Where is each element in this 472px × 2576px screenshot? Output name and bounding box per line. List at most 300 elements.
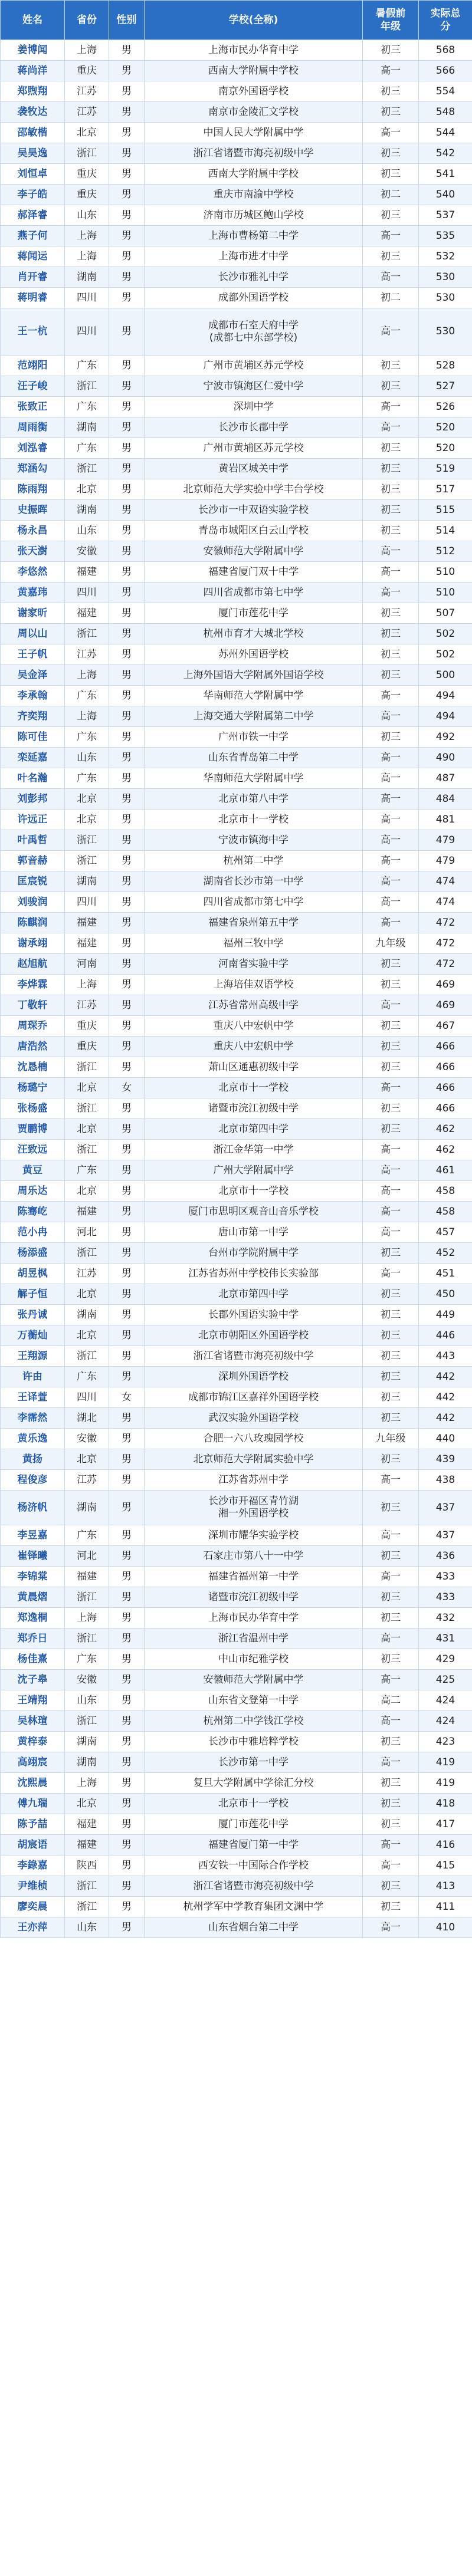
table-row <box>1 459 472 479</box>
cell-province: 湖南 <box>65 1732 109 1752</box>
cell-grade: 初三 <box>363 975 419 995</box>
cell-grade: 高一 <box>363 851 419 871</box>
cell-name: 陈可佳 <box>1 727 65 748</box>
cell-name: 郑乔日 <box>1 1628 65 1649</box>
cell-school: 安徽师范大学附属中学 <box>145 541 363 562</box>
cell-grade: 初三 <box>363 1325 419 1346</box>
cell-grade: 初三 <box>363 1897 419 1917</box>
cell-name: 周乐达 <box>1 1181 65 1202</box>
table-row <box>1 748 472 768</box>
cell-grade: 高一 <box>363 913 419 933</box>
cell-score: 494 <box>419 706 472 727</box>
cell-school: 厦门市莲花中学 <box>145 1814 363 1835</box>
table-row <box>1 185 472 205</box>
cell-name: 王靖翔 <box>1 1690 65 1711</box>
cell-score: 474 <box>419 871 472 892</box>
cell-province: 江苏 <box>65 995 109 1016</box>
cell-name: 陈予喆 <box>1 1814 65 1835</box>
cell-score: 472 <box>419 933 472 954</box>
cell-school: 安徽师范大学附属中学 <box>145 1670 363 1690</box>
cell-grade: 高一 <box>363 417 419 438</box>
cell-name: 刘骏润 <box>1 892 65 913</box>
cell-province: 江苏 <box>65 1264 109 1284</box>
cell-score: 458 <box>419 1202 472 1222</box>
cell-province: 上海 <box>65 226 109 246</box>
table-row <box>1 954 472 975</box>
cell-gender: 男 <box>109 1449 145 1470</box>
cell-score: 469 <box>419 995 472 1016</box>
cell-grade: 初三 <box>363 1016 419 1037</box>
cell-name: 郝泽睿 <box>1 205 65 226</box>
table-row <box>1 267 472 288</box>
table-row <box>1 123 472 143</box>
table-row <box>1 913 472 933</box>
cell-grade: 初三 <box>363 1367 419 1387</box>
cell-grade: 高一 <box>363 1711 419 1732</box>
cell-grade: 高一 <box>363 583 419 603</box>
cell-score: 466 <box>419 1037 472 1057</box>
cell-score: 472 <box>419 913 472 933</box>
cell-name: 张致正 <box>1 397 65 417</box>
cell-name: 许由 <box>1 1367 65 1387</box>
cell-name: 王翔源 <box>1 1346 65 1367</box>
cell-grade: 初三 <box>363 1037 419 1057</box>
cell-name: 张天澍 <box>1 541 65 562</box>
cell-score: 442 <box>419 1367 472 1387</box>
cell-name: 沈恳楠 <box>1 1057 65 1078</box>
cell-name: 匡宸锐 <box>1 871 65 892</box>
table-row <box>1 1732 472 1752</box>
cell-score: 416 <box>419 1835 472 1855</box>
cell-province: 广东 <box>65 397 109 417</box>
cell-name: 谢承翊 <box>1 933 65 954</box>
cell-province: 福建 <box>65 562 109 583</box>
cell-grade: 九年级 <box>363 933 419 954</box>
cell-gender: 男 <box>109 1367 145 1387</box>
table-row <box>1 789 472 810</box>
cell-province: 河北 <box>65 1546 109 1567</box>
cell-province: 重庆 <box>65 61 109 81</box>
cell-province: 浙江 <box>65 851 109 871</box>
cell-grade: 高一 <box>363 871 419 892</box>
cell-province: 广东 <box>65 686 109 706</box>
cell-grade: 初三 <box>363 1608 419 1628</box>
cell-score: 568 <box>419 40 472 61</box>
cell-gender: 男 <box>109 1305 145 1325</box>
cell-grade: 初三 <box>363 1587 419 1608</box>
cell-gender: 男 <box>109 1876 145 1897</box>
cell-grade: 高一 <box>363 1140 419 1160</box>
cell-school: 上海市进才中学 <box>145 246 363 267</box>
cell-grade: 初三 <box>363 1773 419 1794</box>
cell-grade: 高一 <box>363 1628 419 1649</box>
cell-province: 浙江 <box>65 1140 109 1160</box>
cell-score: 438 <box>419 1470 472 1491</box>
cell-school: 上海外国语大学附属外国语学校 <box>145 665 363 686</box>
cell-gender: 男 <box>109 102 145 123</box>
cell-school: 北京市十一学校 <box>145 810 363 830</box>
cell-gender: 男 <box>109 1016 145 1037</box>
cell-gender: 男 <box>109 123 145 143</box>
cell-score: 507 <box>419 603 472 624</box>
cell-name: 郑涵勾 <box>1 459 65 479</box>
cell-score: 532 <box>419 246 472 267</box>
cell-score: 526 <box>419 397 472 417</box>
cell-school: 山东省青岛第二中学 <box>145 748 363 768</box>
cell-name: 吴林瑄 <box>1 1711 65 1732</box>
cell-school: 华南师范大学附属中学 <box>145 768 363 789</box>
table-row <box>1 226 472 246</box>
cell-gender: 男 <box>109 892 145 913</box>
table-row <box>1 1628 472 1649</box>
cell-school: 重庆八中宏帆中学 <box>145 1016 363 1037</box>
cell-gender: 男 <box>109 789 145 810</box>
cell-grade: 初三 <box>363 81 419 102</box>
cell-province: 江苏 <box>65 1470 109 1491</box>
cell-province: 福建 <box>65 933 109 954</box>
cell-school: 长沙市雅礼中学 <box>145 267 363 288</box>
cell-province: 广东 <box>65 1367 109 1387</box>
cell-school: 杭州第二中学钱江学校 <box>145 1711 363 1732</box>
cell-grade: 初三 <box>363 102 419 123</box>
cell-score: 439 <box>419 1449 472 1470</box>
cell-gender: 男 <box>109 1057 145 1078</box>
cell-name: 贾鹏博 <box>1 1119 65 1140</box>
table-row <box>1 1567 472 1587</box>
cell-school: 石家庄市第八十一中学 <box>145 1546 363 1567</box>
cell-grade: 初三 <box>363 1305 419 1325</box>
cell-name: 郑逸桐 <box>1 1608 65 1628</box>
cell-province: 广东 <box>65 768 109 789</box>
cell-grade: 初三 <box>363 1876 419 1897</box>
cell-province: 湖北 <box>65 1408 109 1429</box>
cell-grade: 高一 <box>363 226 419 246</box>
cell-gender: 男 <box>109 438 145 459</box>
cell-gender: 男 <box>109 727 145 748</box>
table-row <box>1 376 472 397</box>
cell-school: 上海市曹杨第二中学 <box>145 226 363 246</box>
cell-school: 西南大学附属中学校 <box>145 164 363 185</box>
cell-name: 程俊彦 <box>1 1470 65 1491</box>
cell-school: 浙江省诸暨市海亮初级中学 <box>145 1346 363 1367</box>
cell-score: 457 <box>419 1222 472 1243</box>
table-row <box>1 1098 472 1119</box>
cell-grade: 初三 <box>363 376 419 397</box>
cell-gender: 男 <box>109 1835 145 1855</box>
table-row <box>1 1587 472 1608</box>
table-row <box>1 164 472 185</box>
cell-province: 四川 <box>65 288 109 308</box>
cell-school: 山东省文登第一中学 <box>145 1690 363 1711</box>
cell-score: 512 <box>419 541 472 562</box>
cell-gender: 男 <box>109 1690 145 1711</box>
cell-name: 李烨霖 <box>1 975 65 995</box>
table-row <box>1 1016 472 1037</box>
cell-name: 邵敏楷 <box>1 123 65 143</box>
cell-score: 424 <box>419 1690 472 1711</box>
table-row <box>1 1525 472 1546</box>
cell-grade: 初三 <box>363 1387 419 1408</box>
cell-score: 461 <box>419 1160 472 1181</box>
cell-province: 北京 <box>65 1119 109 1140</box>
header-school: 学校(全称) <box>145 1 363 40</box>
cell-school: 长沙市开福区青竹湖 湘一外国语学校 <box>145 1491 363 1525</box>
cell-province: 广东 <box>65 438 109 459</box>
cell-province: 福建 <box>65 1835 109 1855</box>
cell-school: 杭州市育才大城北学校 <box>145 624 363 644</box>
cell-grade: 初三 <box>363 164 419 185</box>
cell-grade: 初三 <box>363 1098 419 1119</box>
cell-gender: 男 <box>109 185 145 205</box>
cell-province: 江苏 <box>65 81 109 102</box>
cell-score: 530 <box>419 267 472 288</box>
cell-school: 河南省实验中学 <box>145 954 363 975</box>
cell-grade: 高一 <box>363 562 419 583</box>
cell-gender: 男 <box>109 1181 145 1202</box>
table-row <box>1 102 472 123</box>
cell-score: 519 <box>419 459 472 479</box>
cell-school: 宁波市镇海中学 <box>145 830 363 851</box>
cell-school: 浙江省诸暨市海亮初级中学 <box>145 1876 363 1897</box>
cell-school: 复旦大学附属中学徐汇分校 <box>145 1773 363 1794</box>
cell-grade: 高一 <box>363 1752 419 1773</box>
table-row <box>1 851 472 871</box>
cell-school: 江苏省苏州中学 <box>145 1470 363 1491</box>
cell-name: 黄豆 <box>1 1160 65 1181</box>
cell-province: 上海 <box>65 975 109 995</box>
cell-grade: 初三 <box>363 205 419 226</box>
table-row <box>1 1876 472 1897</box>
cell-province: 江苏 <box>65 102 109 123</box>
cell-school: 长沙市第一中学 <box>145 1752 363 1773</box>
cell-score: 433 <box>419 1587 472 1608</box>
cell-gender: 男 <box>109 1567 145 1587</box>
cell-name: 许远正 <box>1 810 65 830</box>
cell-school: 黄岩区城关中学 <box>145 459 363 479</box>
cell-grade: 初三 <box>363 1794 419 1814</box>
cell-province: 湖南 <box>65 500 109 521</box>
cell-name: 叶禹哲 <box>1 830 65 851</box>
cell-gender: 男 <box>109 1794 145 1814</box>
cell-province: 北京 <box>65 1078 109 1098</box>
cell-gender: 男 <box>109 1814 145 1835</box>
cell-score: 452 <box>419 1243 472 1264</box>
table-row <box>1 500 472 521</box>
cell-gender: 男 <box>109 81 145 102</box>
cell-grade: 高一 <box>363 789 419 810</box>
cell-school: 诸暨市浣江初级中学 <box>145 1098 363 1119</box>
cell-grade: 高二 <box>363 1690 419 1711</box>
cell-score: 451 <box>419 1264 472 1284</box>
table-row <box>1 1367 472 1387</box>
cell-school: 上海培佳双语学校 <box>145 975 363 995</box>
cell-province: 湖南 <box>65 1752 109 1773</box>
table-row <box>1 1140 472 1160</box>
cell-school: 中山市纪雅学校 <box>145 1649 363 1670</box>
table-row <box>1 40 472 61</box>
cell-school: 青岛市城阳区白云山学校 <box>145 521 363 541</box>
cell-school: 北京市第四中学 <box>145 1119 363 1140</box>
cell-grade: 初三 <box>363 1284 419 1305</box>
cell-name: 范翊阳 <box>1 356 65 376</box>
table-row <box>1 1037 472 1057</box>
cell-school: 长沙市一中双语实验学校 <box>145 500 363 521</box>
cell-province: 山东 <box>65 205 109 226</box>
cell-grade: 高一 <box>363 1917 419 1938</box>
cell-score: 413 <box>419 1876 472 1897</box>
cell-school: 北京市十一学校 <box>145 1078 363 1098</box>
cell-school: 北京市第四中学 <box>145 1284 363 1305</box>
cell-school: 成都市锦江区嘉祥外国语学校 <box>145 1387 363 1408</box>
cell-score: 462 <box>419 1140 472 1160</box>
table-row <box>1 1752 472 1773</box>
cell-score: 514 <box>419 521 472 541</box>
table-row <box>1 665 472 686</box>
cell-province: 广东 <box>65 356 109 376</box>
cell-grade: 初三 <box>363 459 419 479</box>
table-row <box>1 768 472 789</box>
cell-gender: 男 <box>109 913 145 933</box>
cell-gender: 男 <box>109 246 145 267</box>
table-row <box>1 706 472 727</box>
cell-name: 胡宸语 <box>1 1835 65 1855</box>
cell-province: 四川 <box>65 308 109 356</box>
table-row <box>1 933 472 954</box>
header-grade: 暑假前 年级 <box>363 1 419 40</box>
cell-province: 安徽 <box>65 1670 109 1690</box>
cell-name: 陈雨翔 <box>1 479 65 500</box>
cell-gender: 男 <box>109 1243 145 1264</box>
cell-province: 浙江 <box>65 1876 109 1897</box>
cell-grade: 初三 <box>363 1491 419 1525</box>
cell-score: 462 <box>419 1119 472 1140</box>
cell-name: 黄乐逸 <box>1 1429 65 1449</box>
cell-grade: 高一 <box>363 768 419 789</box>
cell-score: 494 <box>419 686 472 706</box>
cell-grade: 初三 <box>363 603 419 624</box>
cell-grade: 高一 <box>363 892 419 913</box>
header-row <box>1 1 472 40</box>
cell-grade: 高一 <box>363 1202 419 1222</box>
cell-province: 北京 <box>65 810 109 830</box>
cell-gender: 男 <box>109 1525 145 1546</box>
cell-grade: 初三 <box>363 1732 419 1752</box>
cell-name: 李錄嘉 <box>1 1855 65 1876</box>
cell-name: 范小冉 <box>1 1222 65 1243</box>
table-row <box>1 541 472 562</box>
table-row <box>1 1670 472 1690</box>
cell-gender: 男 <box>109 1202 145 1222</box>
cell-gender: 男 <box>109 1670 145 1690</box>
cell-province: 福建 <box>65 603 109 624</box>
table-row <box>1 1546 472 1567</box>
cell-name: 张丹诚 <box>1 1305 65 1325</box>
cell-name: 廖奕晨 <box>1 1897 65 1917</box>
cell-score: 490 <box>419 748 472 768</box>
cell-school: 杭州第二中学 <box>145 851 363 871</box>
cell-gender: 男 <box>109 1628 145 1649</box>
cell-score: 540 <box>419 185 472 205</box>
cell-name: 栾延嘉 <box>1 748 65 768</box>
cell-score: 433 <box>419 1567 472 1587</box>
cell-province: 广东 <box>65 1160 109 1181</box>
cell-name: 郭音赫 <box>1 851 65 871</box>
cell-school: 江苏省常州高级中学 <box>145 995 363 1016</box>
cell-gender: 男 <box>109 830 145 851</box>
cell-gender: 男 <box>109 1711 145 1732</box>
cell-province: 上海 <box>65 665 109 686</box>
cell-score: 469 <box>419 975 472 995</box>
cell-score: 500 <box>419 665 472 686</box>
cell-school: 北京市第八中学 <box>145 789 363 810</box>
cell-score: 429 <box>419 1649 472 1670</box>
table-row <box>1 1057 472 1078</box>
cell-name: 李昱嘉 <box>1 1525 65 1546</box>
cell-gender: 男 <box>109 226 145 246</box>
cell-province: 安徽 <box>65 1429 109 1449</box>
cell-grade: 初三 <box>363 1119 419 1140</box>
cell-school: 厦门市莲花中学 <box>145 603 363 624</box>
cell-score: 446 <box>419 1325 472 1346</box>
cell-province: 浙江 <box>65 1711 109 1732</box>
cell-school: 浙江省诸暨市海亮初级中学 <box>145 143 363 164</box>
cell-score: 492 <box>419 727 472 748</box>
cell-name: 周雨衡 <box>1 417 65 438</box>
cell-grade: 初三 <box>363 1408 419 1429</box>
cell-grade: 高一 <box>363 1264 419 1284</box>
table-row <box>1 288 472 308</box>
cell-school: 上海交通大学附属第二中学 <box>145 706 363 727</box>
cell-grade: 初三 <box>363 479 419 500</box>
cell-gender: 男 <box>109 1140 145 1160</box>
table-row <box>1 521 472 541</box>
cell-grade: 高一 <box>363 1670 419 1690</box>
cell-name: 傅九瑞 <box>1 1794 65 1814</box>
cell-province: 浙江 <box>65 1057 109 1078</box>
cell-name: 高翊宸 <box>1 1752 65 1773</box>
cell-score: 530 <box>419 288 472 308</box>
cell-score: 419 <box>419 1752 472 1773</box>
cell-province: 浙江 <box>65 1897 109 1917</box>
table-row <box>1 1649 472 1670</box>
table-row <box>1 1711 472 1732</box>
cell-province: 河北 <box>65 1222 109 1243</box>
cell-school: 广州市黄埔区苏元学校 <box>145 356 363 376</box>
cell-province: 四川 <box>65 1387 109 1408</box>
cell-name: 张杨盛 <box>1 1098 65 1119</box>
cell-school: 重庆八中宏帆中学 <box>145 1037 363 1057</box>
cell-score: 411 <box>419 1897 472 1917</box>
cell-name: 崔铎曦 <box>1 1546 65 1567</box>
cell-name: 王译萱 <box>1 1387 65 1408</box>
cell-school: 宁波市镇海区仁爱中学 <box>145 376 363 397</box>
cell-score: 410 <box>419 1917 472 1938</box>
cell-gender: 男 <box>109 871 145 892</box>
cell-school: 重庆市南渝中学校 <box>145 185 363 205</box>
cell-province: 浙江 <box>65 624 109 644</box>
cell-school: 广州市铁一中学 <box>145 727 363 748</box>
cell-gender: 男 <box>109 562 145 583</box>
table-row <box>1 1325 472 1346</box>
cell-province: 北京 <box>65 1284 109 1305</box>
cell-grade: 初三 <box>363 665 419 686</box>
cell-school: 四川省成都市第七中学 <box>145 892 363 913</box>
cell-grade: 初三 <box>363 954 419 975</box>
cell-school: 济南市历城区鲍山学校 <box>145 205 363 226</box>
cell-grade: 初三 <box>363 624 419 644</box>
cell-gender: 男 <box>109 933 145 954</box>
cell-school: 福建省厦门双十中学 <box>145 562 363 583</box>
